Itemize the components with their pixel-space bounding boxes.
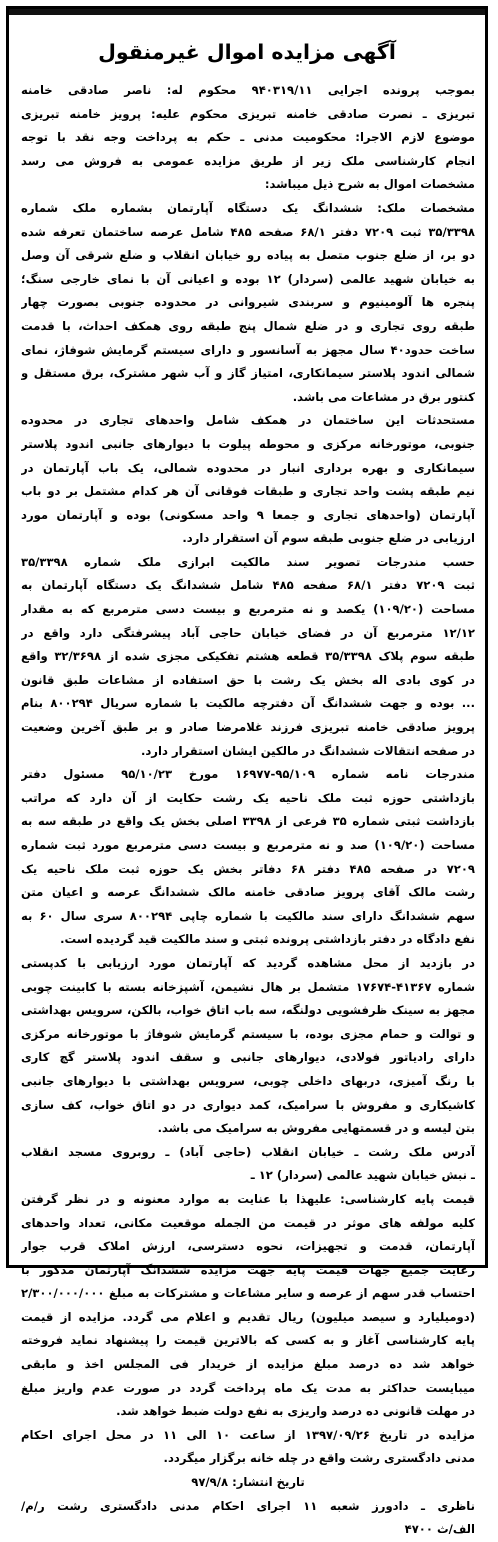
text-line: آپارتمان، قدمت و تجهیزات، نحوه دسترسی، ارزش املاک قرب جوار xyxy=(21,1239,475,1254)
text-line: مجهز به سینک ظرفشویی دولنگه، سه باب اتاق خواب، بالکن، سرویس بهداشتی xyxy=(21,1003,475,1018)
text-line: مستحدثات این ساختمان در همکف شامل واحدهای تجاری در محدوده xyxy=(21,413,475,428)
text-line: مساحت (۱۰۹/۲۰) صد و نه مترمربع و بیست دسی مترمربع مورد ثبت شماره xyxy=(21,838,475,852)
text-line: مدنی دادگستری رشت واقع در چله خانه برگزار میگردد. xyxy=(163,1451,475,1466)
paragraph xyxy=(21,1424,475,1471)
text-line: در مهلت قانونی ده درصد واریزی به نفع دولت ضبط خواهد شد. xyxy=(116,1404,475,1419)
text-line: مساحت (۱۰۹/۲۰) یکصد و نه مترمربع و بیست دسی مترمربع که به مقدار xyxy=(21,602,475,617)
paragraph xyxy=(21,952,475,1141)
text-line: ساخت حدود۴۰ سال مجهز به آسانسور و دارای سیستم گرمایش شوفاژ، نمای xyxy=(21,342,475,357)
paragraph xyxy=(21,79,475,197)
text-line: ۱۲/۱۲ مترمربع آن در فضای خیابان حاجی آباد پیشرفتگی دارد واقع در xyxy=(21,625,475,640)
text-line: ۷۲۰۹ در صفحه ۴۸۵ دفتر ۶۸ دفاتر بخش یک حوزه ثبت ملک ناحیه یک xyxy=(21,861,475,876)
paragraph xyxy=(21,551,475,763)
text-line: کاشیکاری و مفروش با سرامیک، کمد دیواری در دو اتاق خواب، کف سازی xyxy=(21,1097,475,1112)
paragraph xyxy=(21,1141,475,1188)
text-line: در صفحه انتقالات ششدانگ در مالکین ایشان استقرار دارد. xyxy=(140,743,475,758)
text-line: قیمت پایه کارشناسی: علیهذا با عنایت به موارد معنونه و در نظر گرفتن xyxy=(21,1191,475,1206)
text-line: مشخصات اموال به شرح ذیل میباشد: xyxy=(264,177,475,192)
notice-title: آگهی مزایده اموال غیرمنقول xyxy=(98,40,396,64)
text-line: ارزیابی در ضلع جنوبی طبقه سوم آن استقرار دارد. xyxy=(182,531,475,546)
text-line: رعایت جمیع جهات قیمت پایه جهت مزایده ششدانگ آپارتمان مذکور با xyxy=(21,1262,475,1277)
text-line: حسب مندرجات تصویر سند مالکیت ابرازی ملک شماره ۳۵/۳۳۹۸ xyxy=(21,554,475,569)
text-line: ... بوده و جهت ششدانگ آن دفترچه مالکیت با شماره سریال ۸۰۰۲۹۴ بنام xyxy=(21,696,475,711)
text-line: سهم ششدانگ دارای سند مالکیت با شماره چاپی ۸۰۰۲۹۴ سری سال ۶۰ به xyxy=(21,908,475,923)
text-line: الف/ث ۴۷۰۰ xyxy=(404,1522,475,1537)
text-line: (دومیلیارد و سیصد میلیون) ریال تقدیم و اعلام می گردد. مزایده از قیمت xyxy=(21,1309,475,1324)
text-line: آپارتمان (واحدهای تجاری و جمعا ۹ واحد مسکونی) بوده و آپارتمان مورد xyxy=(21,507,475,522)
text-line: در بازدید از محل مشاهده گردید که آپارتمان مورد ارزیابی با کدپستی xyxy=(21,955,475,970)
text-line: طبقه روی تجاری و در ضلع شمال پنج طبقه روی همکف احداث، با قدمت xyxy=(21,318,475,333)
text-line: رشت مالک آقای پرویز صادقی خامنه مالک ششدانگ عرصه و اعیان متن xyxy=(21,885,475,900)
text-line: سیمانکاری و بهره برداری انبار در محدوده شمالی، یک باب آپارتمان در xyxy=(21,460,475,475)
text-line: احتساب قدر سهم از عرصه و سایر مشاعات و مشترکات به مبلغ ۲/۳۰۰/۰۰۰/۰۰۰ xyxy=(21,1286,475,1301)
notice-body xyxy=(21,79,475,1542)
text-line: پنجره ها آلومینیوم و سربندی شیروانی در محدوده جنوبی بصورت چهار xyxy=(21,295,475,310)
paragraph xyxy=(21,763,475,952)
text-line: بتن لیسه و در قسمتهایی مفروش به سرامیک می باشد. xyxy=(157,1121,475,1136)
text-line: مزایده در تاریخ ۱۳۹۷/۰۹/۲۶ از ساعت ۱۰ الی ۱۱ در محل اجرای احکام xyxy=(21,1427,475,1442)
top-border-band xyxy=(9,9,485,15)
text-line: انجام کارشناسی ملک زیر از طریق مزایده عمومی به فروش می رسد xyxy=(21,153,475,168)
paragraph xyxy=(21,197,475,409)
text-line: کلیه مولفه های موثر در قیمت من الجمله موقعیت مکانی، تعداد واحدهای xyxy=(21,1215,475,1230)
paragraph xyxy=(21,1495,475,1542)
text-line: مندرجات نامه شماره ۹۵/۱۰۹-۱۶۹۷۷ مورخ ۹۵/۱۰/۲۳ مسئول دفتر xyxy=(21,767,475,782)
paragraph xyxy=(21,1471,475,1495)
text-line: شماره ۴۱۳۶۷-۱۷۶۷۴ متشمل بر هال نشیمن، آشپزخانه بسته با کابینت چوبی xyxy=(21,979,475,994)
text-line: بموجب پرونده اجرایی ۹۴۰۳۱۹/۱۱ محکوم له: ناصر صادقی خامنه xyxy=(21,83,475,97)
text-line: دارای رادیاتور فولادی، دیوارهای جانبی و سقف اندود پلاستر گچ کاری xyxy=(21,1050,475,1065)
text-line: در کوی بادی اله بخش یک رشت با حق استفاده از مشاعات طبق قانون xyxy=(21,672,475,687)
text-line: پرویز صادقی خامنه تبریزی فرزند غلامرضا صادر و بر طبق آخرین وضعیت xyxy=(21,720,475,735)
text-line: خواهد شد ده درصد مبلغ مزایده از خریدار فی المجلس اخذ و مابقی xyxy=(21,1357,475,1372)
text-line: بازداشتی حوزه ثبت ملک ناحیه یک رشت حکایت از آن دارد که مراتب xyxy=(21,790,475,805)
auction-notice xyxy=(6,6,488,1537)
paragraph xyxy=(21,1188,475,1424)
text-line: ثبت ۷۲۰۹ دفتر ۶۸/۱ صفحه ۴۸۵ شامل ششدانگ یک دستگاه آپارتمان به xyxy=(21,578,475,593)
text-line: جنوبی، موتورخانه مرکزی و محوطه پیلوت با دیوارهای جانبی اندود پلاستر xyxy=(21,436,475,451)
text-line: به خیابان شهید عالمی (سردار) ۱۲ بوده و اعیانی آن با نمای خارجی سنگ؛ xyxy=(21,271,475,286)
text-line: طبقه سوم پلاک ۳۵/۳۳۹۸ قطعه هشتم تفکیکی مجزی شده از ۳۲/۳۶۹۸ واقع xyxy=(21,649,475,664)
text-line: و توالت و حمام مجزی بوده، با سیستم گرمایش شوفاژ با موتورخانه مرکزی xyxy=(21,1026,475,1041)
text-line: نیم طبقه پشت واحد تجاری و طبقات فوقانی آن هر کدام مشتمل بر دو باب xyxy=(21,484,475,499)
text-line: آدرس ملک رشت ـ خیابان انقلاب (حاجی آباد) ـ روبروی مسجد انقلاب xyxy=(21,1144,475,1159)
text-line: پایه کارشناسی آغاز و به کسی که بالاترین قیمت را پیشنهاد نماید فروخته xyxy=(21,1333,475,1348)
text-line: دو بر، از ضلع جنوب متصل به پیاده رو خیابان انقلاب و ضلع شرقی آن وصل xyxy=(21,248,475,263)
text-line: شمالی اندود پلاستر سیمانکاری، امتیاز گاز و آب شهر مشترک، برق مستقل و xyxy=(21,366,475,381)
text-line: مشخصات ملک: ششدانگ یک دستگاه آپارتمان بشماره ملک شماره xyxy=(21,200,475,215)
text-line: ـ نبش خیابان شهید عالمی (سردار) ۱۲ ـ xyxy=(250,1168,475,1183)
text-line: میبایست حداکثر به مدت یک ماه پرداخت گردد در صورت عدم واریز مبلغ xyxy=(21,1380,475,1395)
text-line: با رنگ آمیزی، دربهای داخلی چوبی، سرویس بهداشتی با دیوارهای جانبی xyxy=(21,1073,475,1088)
text-line: تاریخ انتشار: ۹۷/۹/۸ xyxy=(191,1475,305,1490)
text-line: تبریزی ـ نصرت صادقی خامنه تبریزی محکوم علیه: پرویز خامنه تبریزی xyxy=(21,106,475,121)
text-line: بازداشت ثبتی شماره ۳۵ فرعی از ۳۳۹۸ اصلی بخش یک واقع در طبقه سه به xyxy=(21,814,475,829)
text-line: موضوع لازم الاجرا: محکومیت مدنی ـ حکم به پرداخت وجه نقد با توجه xyxy=(21,130,475,145)
text-line: ۳۵/۳۳۹۸ ثبت ۷۲۰۹ دفتر ۶۸/۱ صفحه ۴۸۵ شامل عرصه ساختمان تعرفه شده xyxy=(21,224,475,239)
text-line: ناظری ـ دادورز شعبه ۱۱ اجرای احکام مدنی دادگستری رشت ر/م/ xyxy=(21,1498,475,1513)
text-line: نفع دادگاه در دفتر بازداشتی پرونده ثبتی و سند مالکیت قید گردیده است. xyxy=(60,932,475,947)
text-line: کنتور برق در مشاعات می باشد. xyxy=(292,389,475,404)
paragraph xyxy=(21,409,475,551)
